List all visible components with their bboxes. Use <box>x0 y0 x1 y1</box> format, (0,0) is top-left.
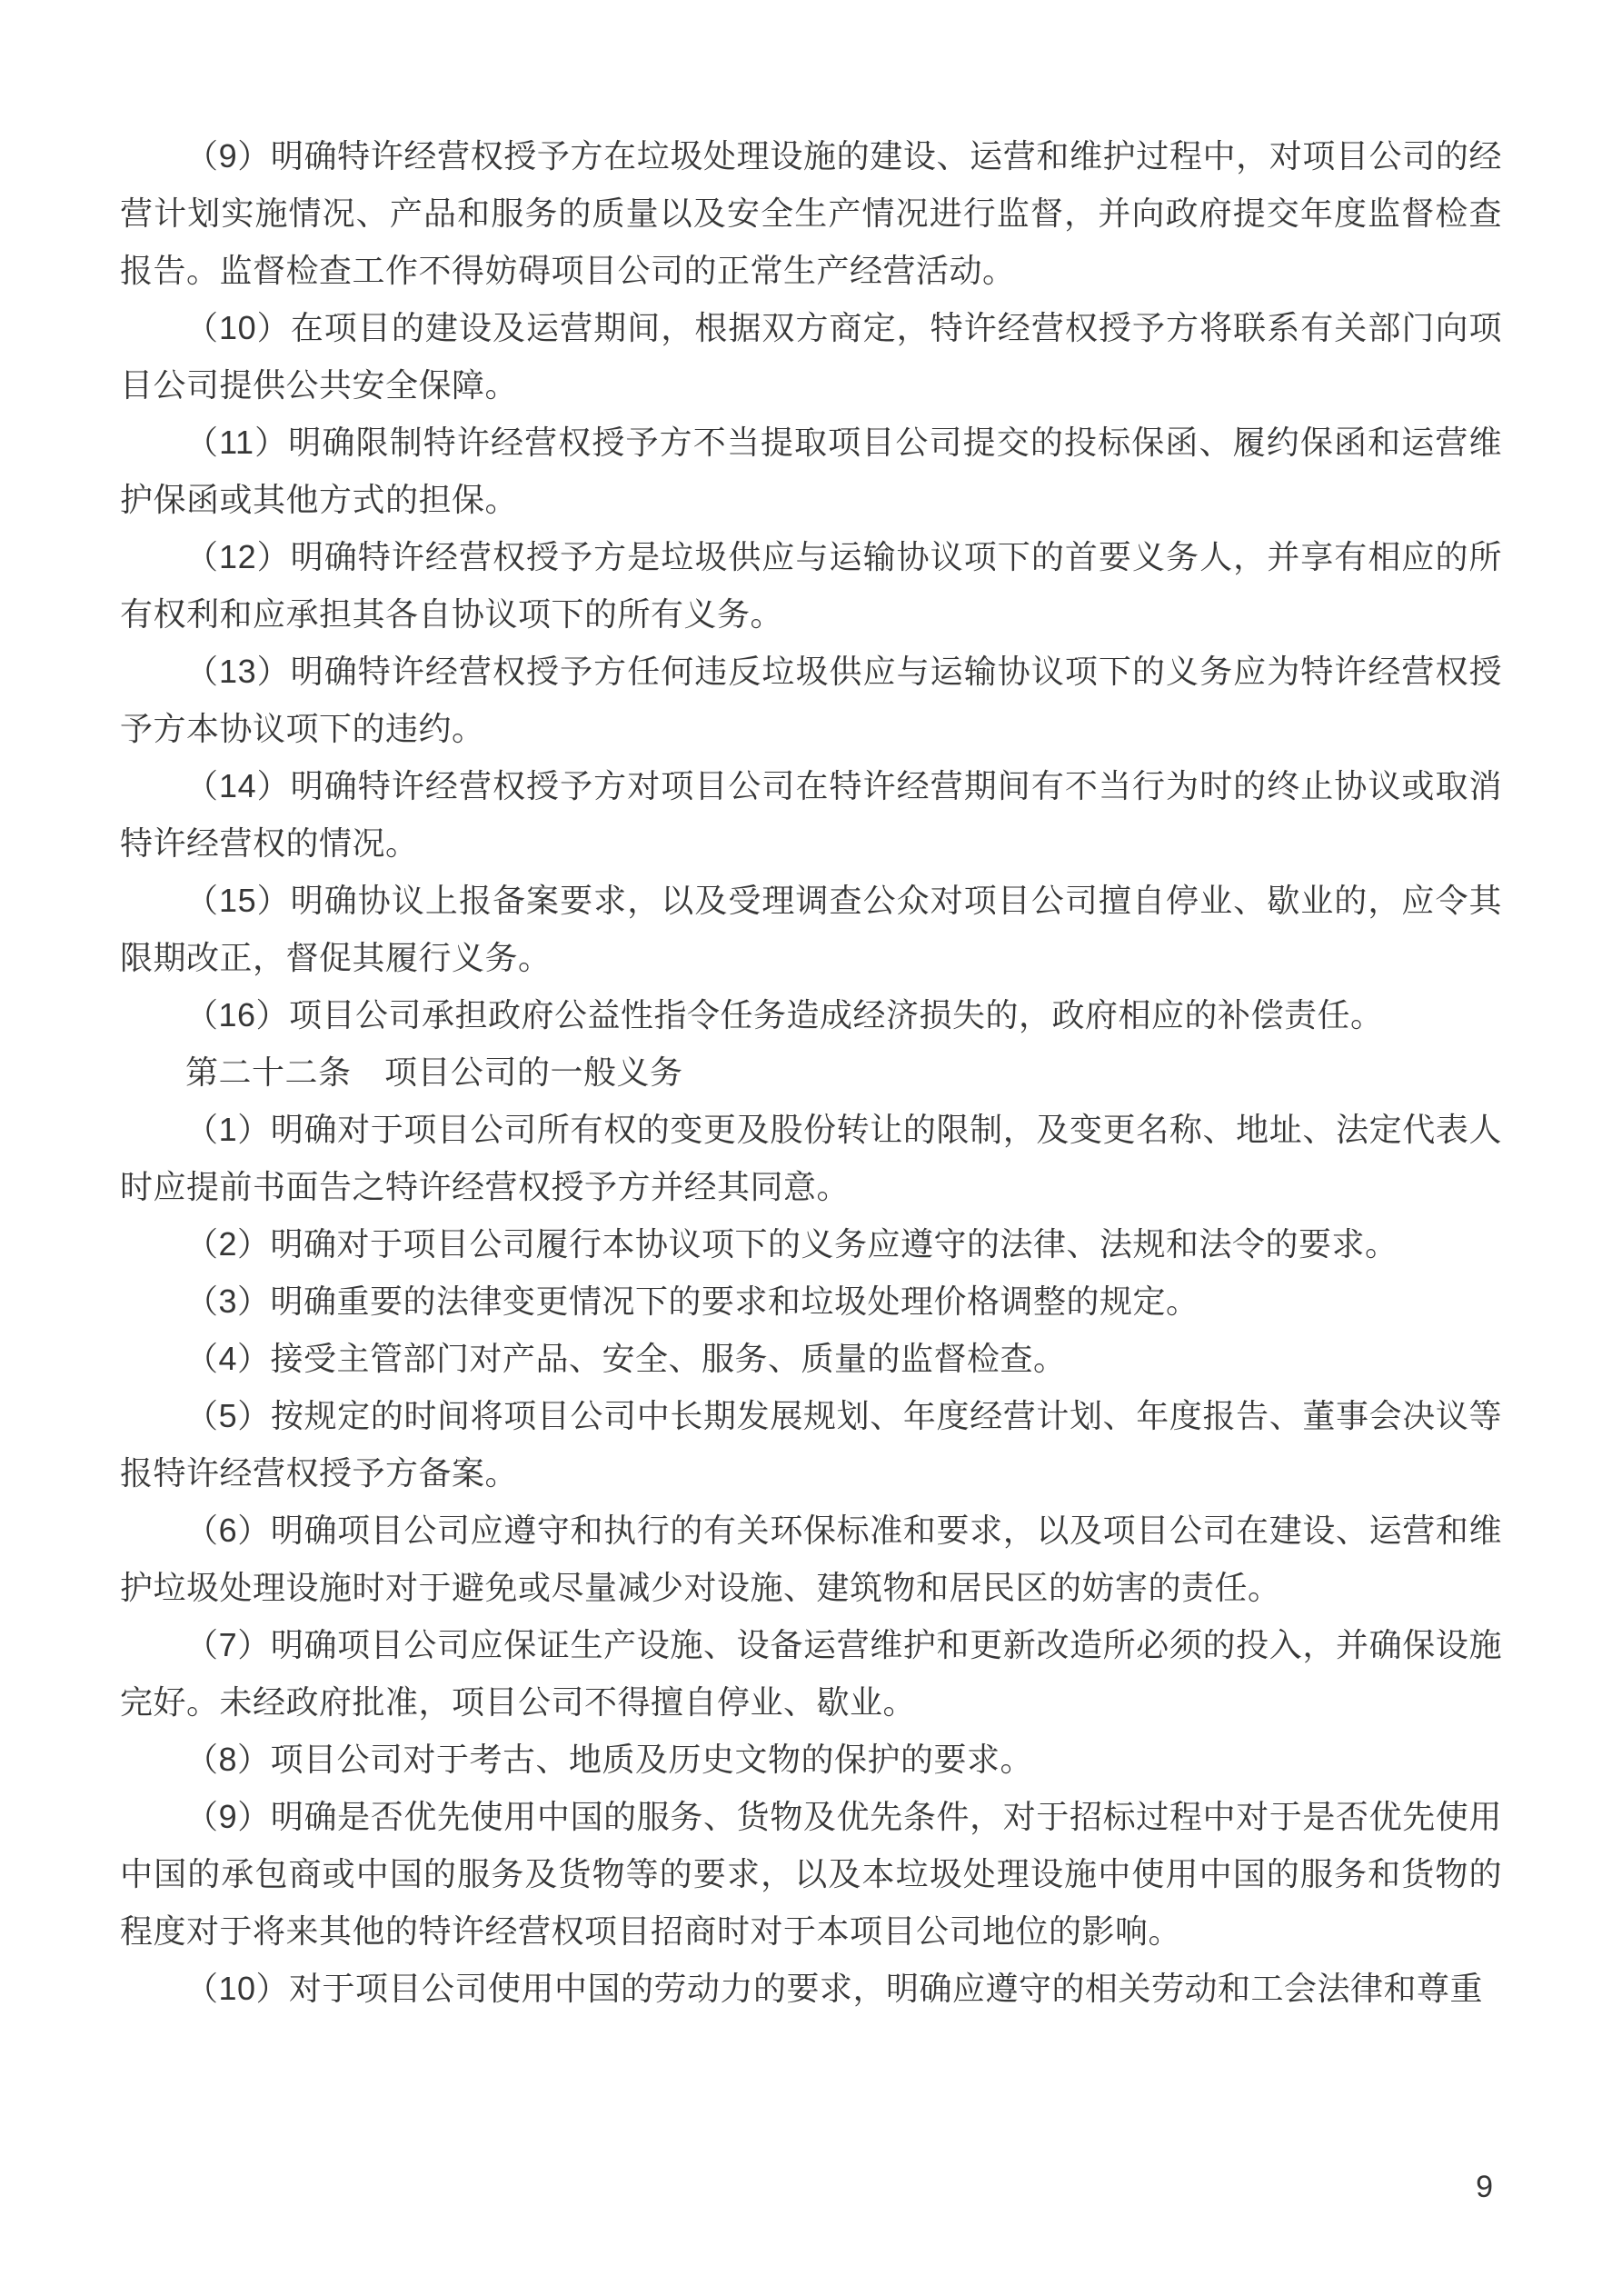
paragraph-item-11: （11）明确限制特许经营权授予方不当提取项目公司提交的投标保函、履约保函和运营维护保函或其他方式的担保。 <box>120 424 1502 518</box>
paragraph-item-2: （2）明确对于项目公司履行本协议项下的义务应遵守的法律、法规和法令的要求。 <box>185 1225 1398 1263</box>
document-body <box>120 127 1502 2017</box>
paragraph-item-7: （7）明确项目公司应保证生产设施、设备运营维护和更新改造所必须的投入，并确保设施完好。未经政府批准，项目公司不得擅自停业、歇业。 <box>120 1626 1502 1721</box>
paragraph-item-15: （15）明确协议上报备案要求，以及受理调查公众对项目公司擅自停业、歇业的，应令其限期改正，督促其履行义务。 <box>120 882 1502 976</box>
paragraph-item-9b: （9）明确是否优先使用中国的服务、货物及优先条件，对于招标过程中对于是否优先使用中国的承包商或中国的服务及货物等的要求，以及本垃圾处理设施中使用中国的服务和货物的程度对于将来其他的特许经营权项目招商时对于本项目公司地位的影响。 <box>120 1798 1502 1950</box>
paragraph-item-4: （4）接受主管部门对产品、安全、服务、质量的监督检查。 <box>185 1340 1067 1377</box>
paragraph-item-5: （5）按规定的时间将项目公司中长期发展规划、年度经营计划、年度报告、董事会决议等报特许经营权授予方备案。 <box>120 1397 1502 1492</box>
paragraph-item-12: （12）明确特许经营权授予方是垃圾供应与运输协议项下的首要义务人，并享有相应的所有权利和应承担其各自协议项下的所有义务。 <box>120 538 1502 633</box>
paragraph-item-3: （3）明确重要的法律变更情况下的要求和垃圾处理价格调整的规定。 <box>185 1283 1199 1320</box>
paragraph-item-10: （10）在项目的建设及运营期间，根据双方商定，特许经营权授予方将联系有关部门向项目公司提供公共安全保障。 <box>120 309 1502 404</box>
paragraph-item-14: （14）明确特许经营权授予方对项目公司在特许经营期间有不当行为时的终止协议或取消特许经营权的情况。 <box>120 767 1502 862</box>
paragraph-item-9: （9）明确特许经营权授予方在垃圾处理设施的建设、运营和维护过程中，对项目公司的经营计划实施情况、产品和服务的质量以及安全生产情况进行监督，并向政府提交年度监督检查报告。监督检查工作不得妨碍项目公司的正常生产经营活动。 <box>120 137 1502 289</box>
paragraph-item-10b: （10）对于项目公司使用中国的劳动力的要求，明确应遵守的相关劳动和工会法律和尊重 <box>185 1970 1484 2007</box>
paragraph-item-13: （13）明确特许经营权授予方任何违反垃圾供应与运输协议项下的义务应为特许经营权授予方本协议项下的违约。 <box>120 653 1502 747</box>
paragraph-item-1: （1）明确对于项目公司所有权的变更及股份转让的限制，及变更名称、地址、法定代表人时应提前书面告之特许经营权授予方并经其同意。 <box>120 1111 1502 1205</box>
paragraph-item-16: （16）项目公司承担政府公益性指令任务造成经济损失的，政府相应的补偿责任。 <box>185 996 1384 1033</box>
paragraph-item-6: （6）明确项目公司应遵守和执行的有关环保标准和要求，以及项目公司在建设、运营和维护垃圾处理设施时对于避免或尽量减少对设施、建筑物和居民区的妨害的责任。 <box>120 1512 1502 1606</box>
section-heading-article-22: 第二十二条 项目公司的一般义务 <box>185 1053 683 1091</box>
page-number: 9 <box>1476 2170 1493 2204</box>
paragraph-item-8: （8）项目公司对于考古、地质及历史文物的保护的要求。 <box>185 1741 1034 1778</box>
